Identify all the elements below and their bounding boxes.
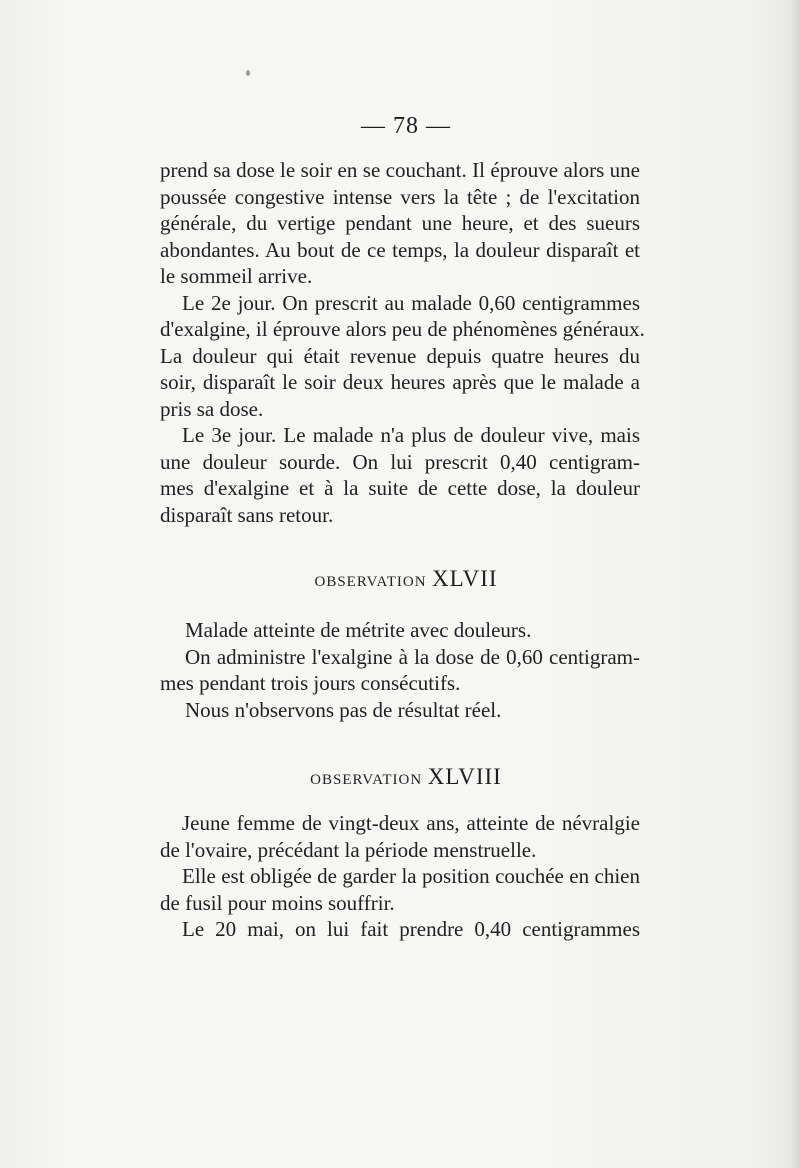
text-line: Le 3e jour. Le malade n'a plus de douleur vive, mais — [182, 423, 640, 447]
text-line: La douleur qui était revenue depuis quatre heures du — [160, 343, 640, 368]
observation-number: XLVIII — [427, 764, 502, 789]
text-line: mes pendant trois jours consécutifs. — [160, 671, 461, 695]
text-line: abondantes. Au bout de ce temps, la douleur disparaît et — [160, 237, 640, 262]
text-line: Nous n'observons pas de résultat réel. — [185, 697, 502, 722]
text-line: une douleur sourde. On lui prescrit 0,40 centigram- — [160, 449, 640, 474]
text-line: pris sa dose. — [160, 396, 264, 421]
text-line: Le 2e jour. On prescrit au malade 0,60 centigrammes — [182, 290, 640, 315]
paragraph-block-3 — [160, 810, 640, 943]
text-line: On administre l'exalgine à la dose de 0,60 centigram- — [185, 644, 640, 669]
text-line: Elle est obligée de garder la position couchée en chien — [182, 864, 640, 888]
text-line: prend sa dose le soir en se couchant. Il éprouve alors une — [160, 158, 640, 182]
text-line: d'exalgine, il éprouve alors peu de phénomènes généraux. — [160, 317, 645, 341]
observation-heading-47 — [0, 566, 800, 592]
text-line: de fusil pour moins souffrir. — [160, 890, 395, 915]
text-line: Jeune femme de vingt-deux ans, atteinte de névralgie — [182, 811, 640, 835]
page-number: — 78 — — [361, 113, 451, 139]
text-line: de l'ovaire, précédant la période menstruelle. — [160, 837, 537, 862]
text-line: le sommeil arrive. — [160, 264, 313, 288]
paragraph-block-2 — [160, 617, 640, 723]
observation-word: OBSERVATION — [314, 574, 427, 590]
observation-number: XLVII — [432, 566, 498, 591]
ink-speck — [246, 70, 250, 76]
text-line: disparaît sans retour. — [160, 502, 334, 527]
text-line: Le 20 mai, on lui fait prendre 0,40 centigrammes — [182, 917, 640, 941]
text-line: générale, du vertige pendant une heure, et des sueurs — [160, 211, 640, 235]
observation-word: OBSERVATION — [310, 772, 423, 788]
text-line: poussée congestive intense vers la tête ; de l'excitation — [160, 184, 640, 209]
text-line: mes d'exalgine et à la suite de cette dose, la douleur — [160, 476, 640, 500]
text-line: Malade atteinte de métrite avec douleurs. — [185, 618, 532, 642]
observation-heading-48 — [0, 764, 800, 790]
text-line: soir, disparaît le soir deux heures après que le malade a — [160, 370, 640, 394]
paragraph-block-1 — [160, 157, 645, 528]
